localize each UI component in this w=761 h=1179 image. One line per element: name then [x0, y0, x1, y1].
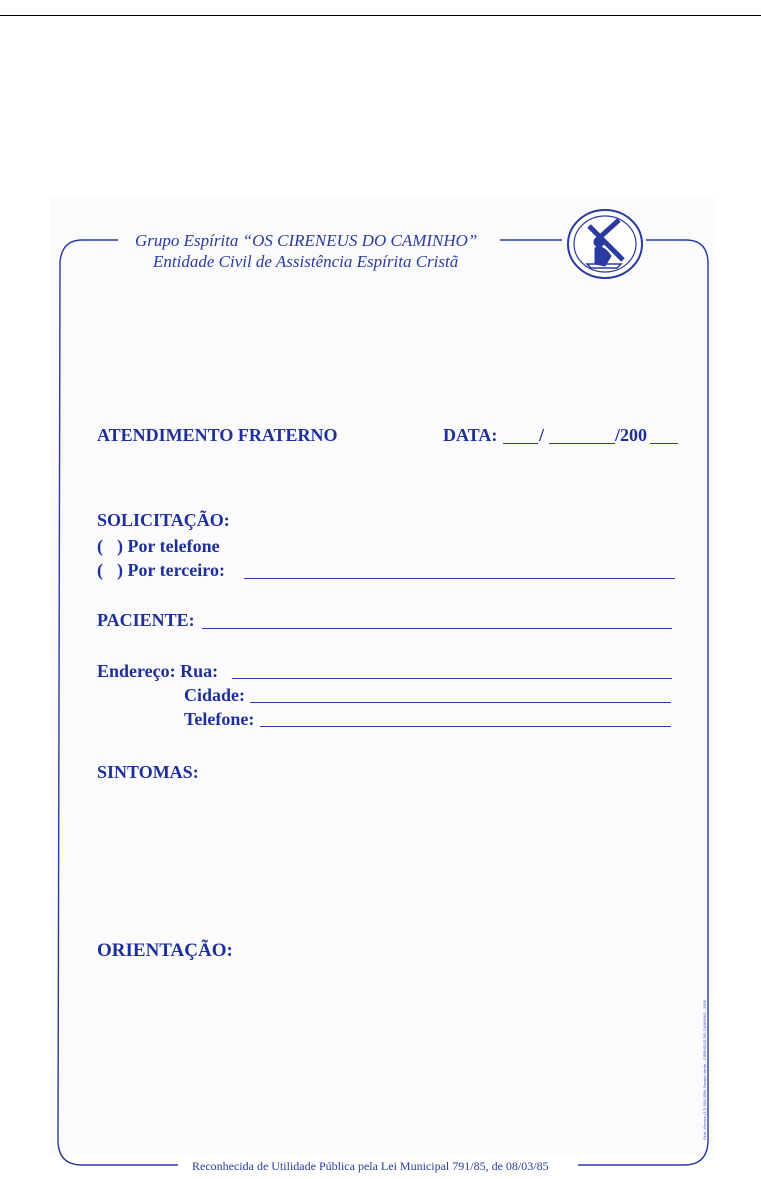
telefone-line[interactable]	[260, 726, 671, 727]
date-separator: /	[539, 425, 545, 445]
rua-line[interactable]	[232, 678, 672, 679]
org-name: Grupo Espírita “OS CIRENEUS DO CAMINHO”	[135, 231, 478, 250]
endereco-label: Endereço: Rua:	[97, 661, 219, 681]
org-subtitle: Entidade Civil de Assistência Espírita Cristã	[153, 252, 459, 271]
date-label: DATA:	[443, 425, 498, 445]
footer-recognition: Reconhecida de Utilidade Pública pela Lei Municipal 791/85, de 08/03/85	[192, 1159, 549, 1173]
option-phone-label: ) Por telefone	[117, 536, 220, 556]
solicitacao-label: SOLICITAÇÃO:	[97, 510, 230, 530]
date-year-line[interactable]	[650, 443, 678, 444]
printer-side-note: Graf. Vicence (17) 503-3096 Zeusim Verde - CIRENEUS DO CAMINHO - 2006	[702, 1000, 707, 1140]
telefone-label: Telefone:	[184, 709, 255, 729]
cross-bearer-emblem-icon	[565, 208, 645, 280]
date-year-prefix: /200	[615, 425, 648, 445]
option-third-checkbox[interactable]: (	[97, 560, 103, 580]
option-third-label: ) Por terceiro:	[117, 560, 225, 580]
date-month-line[interactable]	[549, 443, 615, 444]
form-title: ATENDIMENTO FRATERNO	[97, 425, 338, 445]
sintomas-label: SINTOMAS:	[97, 762, 199, 782]
cidade-line[interactable]	[250, 702, 671, 703]
option-phone-checkbox[interactable]: (	[97, 536, 103, 556]
third-party-line[interactable]	[244, 578, 675, 579]
date-day-line[interactable]	[503, 443, 538, 444]
cidade-label: Cidade:	[184, 685, 246, 705]
orientacao-label: ORIENTAÇÃO:	[97, 940, 233, 961]
paciente-line[interactable]	[202, 628, 672, 629]
paciente-label: PACIENTE:	[97, 610, 195, 630]
